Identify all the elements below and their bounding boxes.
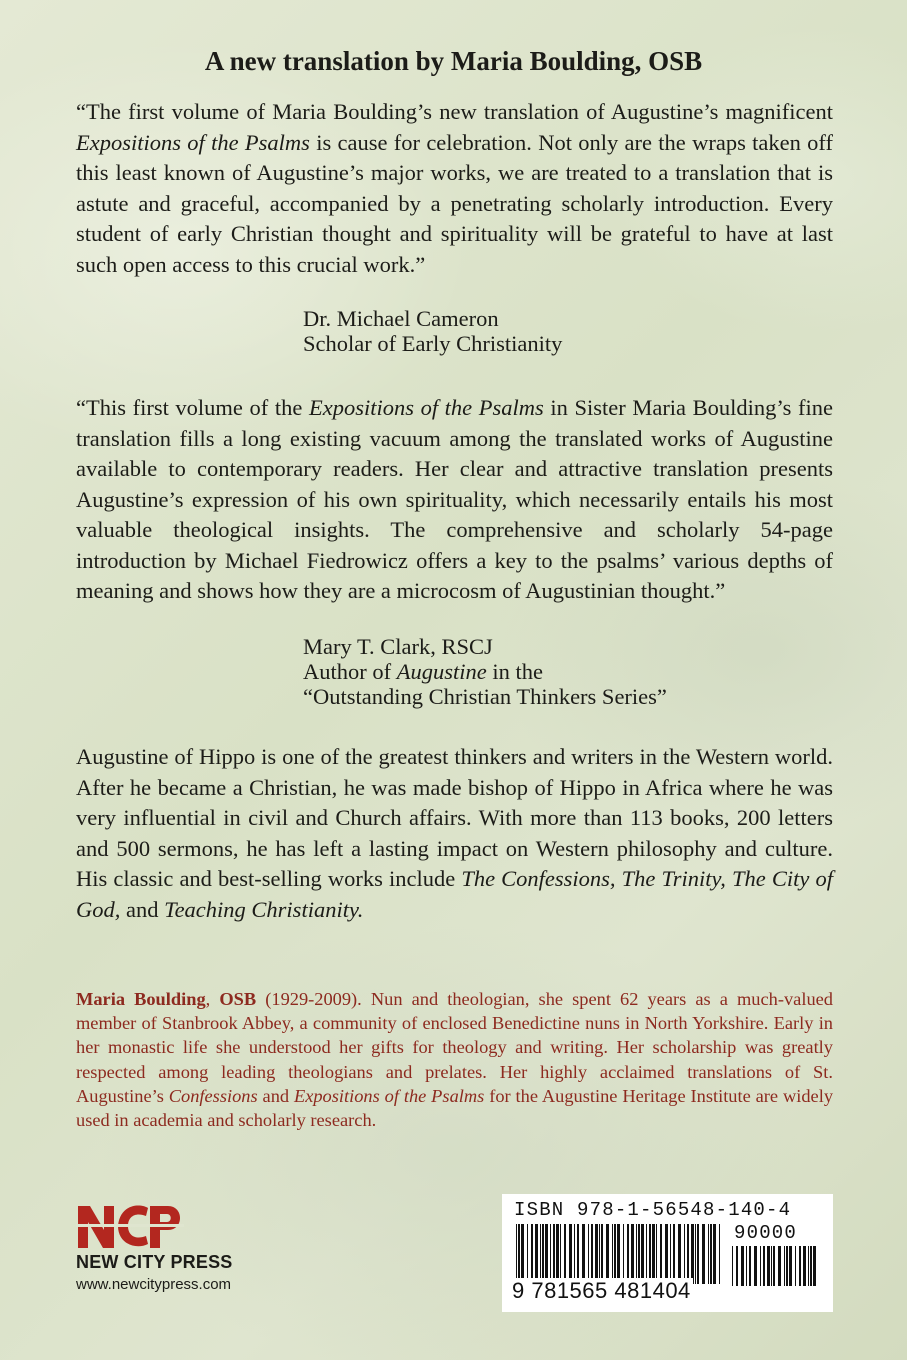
barcode-bars [516, 1224, 722, 1284]
about-augustine [76, 742, 833, 925]
attribution-clark-book: Augustine [396, 659, 487, 684]
about-augustine-text: Augustine of Hippo is one of the greatest thinkers and writers in the Western world. After he became a Christian, he was made bishop of Hippo in Africa where he was very influential in civil and Church affairs. With more than 113 books, 200 letters and 500 sermons, he has left a lasting impact on Western philosophy and culture. His classic and best-selling works include [76, 744, 833, 891]
quote-clark-title: Expositions of the Psalms [308, 395, 544, 420]
attribution-clark-series: “Outstanding Christian Thinkers Series” [303, 684, 667, 709]
publisher-name: NEW CITY PRESS [76, 1252, 233, 1272]
attribution-cameron [303, 306, 562, 356]
bio-name: Maria Boulding [76, 989, 206, 1009]
bio-text-3: for the Augustine Heritage Institute are widely used in academia and scholarly research. [76, 1085, 834, 1131]
barcode-addon-bars [732, 1246, 820, 1286]
barcode-digits: 9 781565 481404 [512, 1278, 691, 1303]
attribution-clark-name: Mary T. Clark, RSCJ [303, 634, 493, 659]
price-code: 90000 [734, 1222, 798, 1244]
bio-order: OSB [219, 989, 257, 1009]
attribution-cameron-name: Dr. Michael Cameron [303, 306, 499, 331]
quote-cameron-title: Expositions of the Psalms [76, 129, 310, 155]
ncp-logo-mark [76, 1200, 186, 1250]
bio-sep: , [205, 989, 220, 1009]
isbn-barcode [502, 1194, 833, 1312]
publisher-url: www.newcitypress.com [76, 1276, 232, 1293]
bio-text-2: and [257, 1085, 294, 1106]
attribution-cameron-role: Scholar of Early Christianity [303, 331, 563, 356]
bio-text-1: (1929-2009). Nun and theologian, she spent 62 years as a much-valued member of Stanbrook Abbey, a community of enclosed Benedictine nuns in North Yorkshire. Early in her monastic life she understood her gifts for theology and writing. Her scholarship was greatly respected among leading theologians and prelates. Her highly acclaimed translations of St. Augustine’s [76, 989, 834, 1106]
attribution-clark [303, 634, 667, 709]
quote-clark [76, 393, 833, 607]
attribution-clark-role-suffix: in the [486, 659, 543, 684]
publisher-logo [76, 1200, 296, 1300]
quote-cameron [76, 97, 833, 280]
attribution-clark-role [303, 659, 667, 684]
bio-work-expositions: Expositions of the Psalms [293, 1085, 485, 1106]
about-augustine-works: The Confessions, The Trinity, The City of God, [76, 866, 833, 922]
isbn-label: ISBN 978-1-56548-140-4 [514, 1199, 792, 1221]
attribution-clark-role-prefix: Author of [303, 659, 397, 684]
headline: A new translation by Maria Boulding, OSB [204, 46, 703, 76]
translator-bio [76, 987, 833, 1132]
about-augustine-last-work: Teaching Christianity. [164, 896, 364, 922]
quote-clark-text-2: in Sister Maria Boulding’s fine translation fills a long existing vacuum among the translated works of Augustine available to contemporary readers. Her clear and attractive translation presents Augustine’s expression of his own spirituality, which necessarily entails his most valuable theological insights. The comprehensive and scholarly 54-page introduction by Michael Fiedrowicz offers a key to the psalms’ various depths of meaning and shows how they are a microcosm of Augustinian thought.” [76, 395, 833, 603]
bio-work-confessions: Confessions [168, 1085, 258, 1106]
quote-cameron-text-2: is cause for celebration. Not only are the wraps taken off this least known of Augustine’s major works, we are treated to a translation that is astute and graceful, accompanied by a penetrating scholarly introduction. Every student of early Christian thought and spirituality will be grateful to have at last such open access to this crucial work.” [76, 129, 833, 277]
quote-cameron-text-1: “The first volume of Maria Boulding’s new translation of Augustine’s magnificent [76, 99, 833, 124]
about-augustine-and: and [120, 896, 165, 922]
quote-clark-text-1: “This first volume of the [76, 395, 309, 420]
